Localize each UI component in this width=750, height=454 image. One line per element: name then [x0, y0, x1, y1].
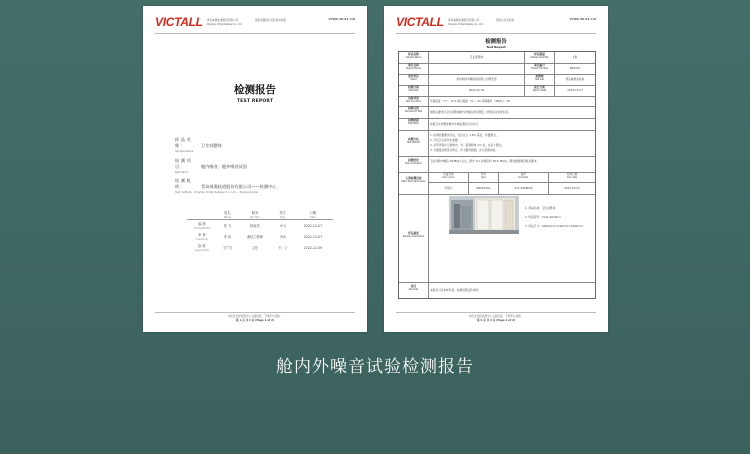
page-footer: 本报告未经检测中心书面批准，不得部分复制。 第 2 页 共 2 页 (Page 2 of 2)	[396, 312, 596, 322]
toilet-cabin-photo-icon	[449, 196, 519, 234]
table-row: 样品名称 Sample Name 卫生间整体 样品数量 Sample Quantity 1套	[399, 52, 595, 64]
signature-row: 审 核 Checked By 李 冉 测试工程师 李冉 2022-12-07	[195, 233, 323, 241]
report-title: 检测报告	[234, 84, 276, 96]
col-name: 姓名 Name	[217, 210, 238, 220]
lab-accreditation: 国家铁路局认可检验实验室	[255, 19, 287, 22]
page-header	[396, 15, 596, 34]
report-table	[398, 51, 596, 299]
table-row: 主要检测设备 Main Test Instruments 设备名称 Item name 型号 Type 编号 Serial No. 有效日期 Due date 声级计 AWA6228+ 3Y1-3068P09 2023-03-01	[399, 172, 595, 195]
report-subtitle: Test Report	[486, 45, 506, 49]
lab-accreditation: 国家认可实验室	[496, 19, 515, 22]
table-row: 样品描述 Sample Description 1. 样品名称：卫生间整体 2. 样品型号：XL22-16302-1 3. 样品尺寸：2090mm×1190mm×2200mm	[399, 194, 595, 283]
victall-logo: VICTALL	[396, 15, 444, 29]
victall-logo: VICTALL	[155, 15, 203, 29]
page-number: 第 2 页 共 2 页 (Page 2 of 2)	[476, 318, 516, 322]
handwritten-signature: 王广宗	[277, 246, 288, 250]
table-row: 检测日期 Test Date 2022-12-05 报告日期 Report Date 2022-12-07	[399, 85, 595, 97]
table-row: 试验环境 Test Condition 环境温度（℃）：15.5 相对湿度（%）：43 环境噪声（dB(A)）：36	[399, 96, 595, 107]
org-name-en: Qingdao Victall Railway Co., Ltd.	[448, 23, 484, 26]
field-sample-name: 样品名称： 卫生间整体 Sample Name	[175, 137, 222, 153]
report-cover-page	[143, 6, 367, 332]
report-title: 检测报告	[485, 39, 507, 45]
report-detail-page	[384, 6, 608, 332]
org-name: 青岛威奥轨道股份有限公司	[207, 19, 239, 22]
table-row: 检测方法 Test Method 1. 检测依据测试方法，定位在人 1.5m 高处，布置测点； 2. 开启卫生间冲水装置； 3. 采用声级计记录舱内、外，距离舱体 1m 处，在各个测点； 4. 对测量结果进行修正，作为最终数据，并记录测试值。	[399, 130, 595, 157]
page-header	[155, 15, 355, 34]
col-sign: 签字 Sign	[272, 210, 293, 220]
page-number: 第 1 页 共 2 页 (Page 1 of 2)	[235, 318, 275, 322]
page-footer: 本报告未经检测中心书面批准，不得部分复制。 第 1 页 共 2 页 (Page 1 of 2)	[155, 312, 355, 322]
table-row: 检测依据 Test Basis 依据卫生间整体舱内外噪音测试方法执行	[399, 118, 595, 131]
handwritten-signature: 刘飞	[279, 224, 286, 228]
sample-photo	[449, 196, 519, 234]
org-name-en: Qingdao Victall Railway Co., Ltd.	[207, 23, 243, 26]
field-test-items: 检测项目： 舱内噪音、舱外噪音试验 Test Items	[175, 158, 248, 174]
col-job: 职务 Job Title	[238, 210, 272, 220]
table-row: 检测目的 Purpose Of Test 按相关要求对卫生间整体舱内外噪音进行测量，结果仅对来样负责。	[399, 106, 595, 119]
org-name: 青岛威奥轨道股份有限公司	[448, 19, 480, 22]
doc-number: VTQR-30-01 C/0	[328, 17, 355, 21]
handwritten-signature: 李冉	[279, 235, 286, 239]
table-row: 委托单位 Client 某市地铁车辆装备有限公司研发部 检测地 Test Lab 青岛威奥实验室	[399, 74, 595, 86]
table-row: 检测结论 Test Conclusion 卫生间舱内噪音 49dB(A) 左右，舱外 1m 处噪音约 48.5 dB(A)，测试数据满足相关要求。	[399, 156, 595, 173]
doc-number: VTQR-30-01 C/0	[569, 17, 596, 21]
table-row: 备注 Remarks 本报告只对来样负责，检测结果仅作参考。	[399, 282, 595, 298]
page-caption: 舱内外噪音试验检测报告	[276, 357, 474, 377]
field-test-institute: 检测机构： 青岛威奥轨道股份有限公司——检测中心 Test Institute Qingdao Victall Railway Co., Ltd. —Testing Center	[175, 178, 277, 194]
report-subtitle: TEST REPORT	[236, 99, 274, 104]
table-row: 项目名称 Project Name 项目编号 Project Number N04437	[399, 63, 595, 75]
col-date: 日期 Date	[293, 210, 333, 220]
signature-row: 批 准 Approved By 王广宗 主任 王广宗 2022-12-09	[195, 244, 323, 252]
signature-row: 编 制 Formulated By 刘 飞 检验员 刘飞 2022-12-07	[187, 220, 333, 232]
signature-table	[187, 210, 333, 253]
